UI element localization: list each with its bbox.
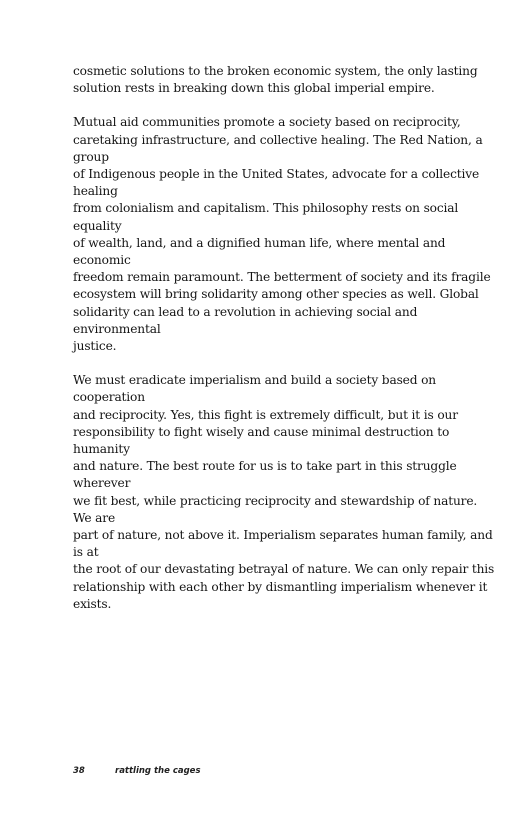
page-footer bbox=[73, 766, 201, 776]
paragraph-1: cosmetic solutions to the broken economic system, the only lasting solution rests in breaking down this global imperial empire. bbox=[73, 64, 478, 96]
paragraph-2: Mutual aid communities promote a society based on reciprocity, caretaking infrastructure, and collective healing. The Red Nation, a group of Indigenous people in the United States, advocate for a collective healing from colonialism and capitalism. This philosophy rests on social equality of wealth, land, and a dignified human life, where mental and economic freedom remain paramount. The betterment of society and its fragile ecosystem will bring solidarity among other species as well. Global solidarity can lead to a revolution in achieving social and environmental justice. bbox=[73, 115, 491, 354]
body-text bbox=[73, 63, 497, 630]
running-title: rattling the cages bbox=[115, 766, 201, 776]
page-number: 38 bbox=[73, 766, 85, 776]
paragraph-3: We must eradicate imperialism and build a society based on cooperation and reciprocity. Yes, this fight is extremely difficult, but it is our responsibility to fight wisely and cause minimal destruction to humanity and nature. The best route for us is to take part in this struggle wherever we fit best, while practicing reciprocity and stewardship of nature. We are part of nature, not above it. Imperialism separates human family, and is at the root of our devastating betrayal of nature. We can only repair this relationship with each other by dismantling imperialism whenever it exists. bbox=[73, 373, 495, 611]
